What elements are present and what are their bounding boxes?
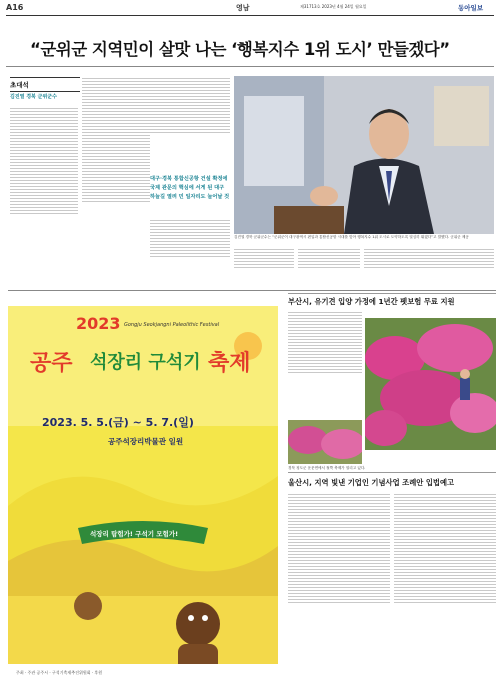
header-rule [6,15,494,16]
pet-insurance-article-title: 부산시, 유기견 입양 가정에 1년간 펫보험 무료 지원 [288,297,455,306]
article-divider-2 [288,472,496,473]
interview-headline: “군위군 지역민이 살맛 나는 ‘행복지수 1위 도시’ 만들겠다” [30,40,450,59]
section-name: 영남 [236,4,250,12]
ad-english-title: Gongju Seokjangni Paleolithic Festival [124,322,220,328]
interview-body-col6 [364,247,494,287]
interview-body-col1 [10,106,78,286]
interview-subhead: 김진열 경북 군위군수 [10,94,57,100]
visitors-photo-artwork [288,420,362,464]
ad-title-gongju: 공주 [30,351,73,376]
section-divider [8,290,496,291]
interview-body-col4 [234,247,294,287]
flower-visitors-photo [288,420,362,464]
pull-quote: 대구·경북 통합신공항 건설 확정에 국제 관문의 핵심에 서게 된 대구 하늘길 열려 민 일자리도 늘어날 것 [150,176,230,200]
page-number: A16 [6,3,24,12]
headline-rule [6,66,494,67]
pet-insurance-article-body [288,310,362,418]
ulsan-article-body-col1 [288,492,390,682]
portrait-illustration [234,76,494,234]
interview-body-col3b [150,218,230,286]
byline-label: 초대석 [10,77,80,92]
ad-footer-sponsors: 주최 · 주관 공주시 · 구석기축제추진위원회 · 후원 [16,670,103,675]
interview-body-col2 [82,76,150,286]
ad-year: 2023 [76,314,121,333]
festival-advertisement [8,306,278,685]
ulsan-ordinance-article-title: 울산시, 지역 빛낸 기업인 기념사업 조례안 입법예고 [288,478,455,487]
ulsan-article-body-col2 [394,492,496,682]
ad-title-festival: 축제 [208,351,251,376]
interview-body-col3 [150,76,230,171]
azalea-photo-caption: 경북 청도군 운문면에서 철쭉 축제가 열리고 있다. [288,466,366,470]
ad-title-seokjangni: 석장리 구석기 [90,352,201,373]
photo-caption: 김진열 경북 군위군수는 “군위군이 대구광역시 편입과 통합신공항 시대를 맞아 행복지수 1위 도시로 도약하도록 열심히 뛰겠다”고 말했다. 군위군 제공 [234,235,469,239]
official-portrait-photo [234,76,494,234]
byline [10,77,80,92]
azalea-festival-photo [365,318,496,450]
azalea-photo-artwork [365,318,496,450]
newspaper-masthead: 동아일보 [458,4,484,12]
ad-festival-dates: 2023. 5. 5.(금) ~ 5. 7.(일) [42,416,194,429]
ad-banner-text: 석장리 탐험가! 구석기 모험가! [90,530,179,538]
ad-festival-venue: 공주석장리박물관 일원 [108,437,184,446]
issue-date: 제31713호 2023년 4월 24일 월요일 [300,4,367,9]
interview-body-col5 [298,247,360,287]
article-divider [288,293,496,294]
